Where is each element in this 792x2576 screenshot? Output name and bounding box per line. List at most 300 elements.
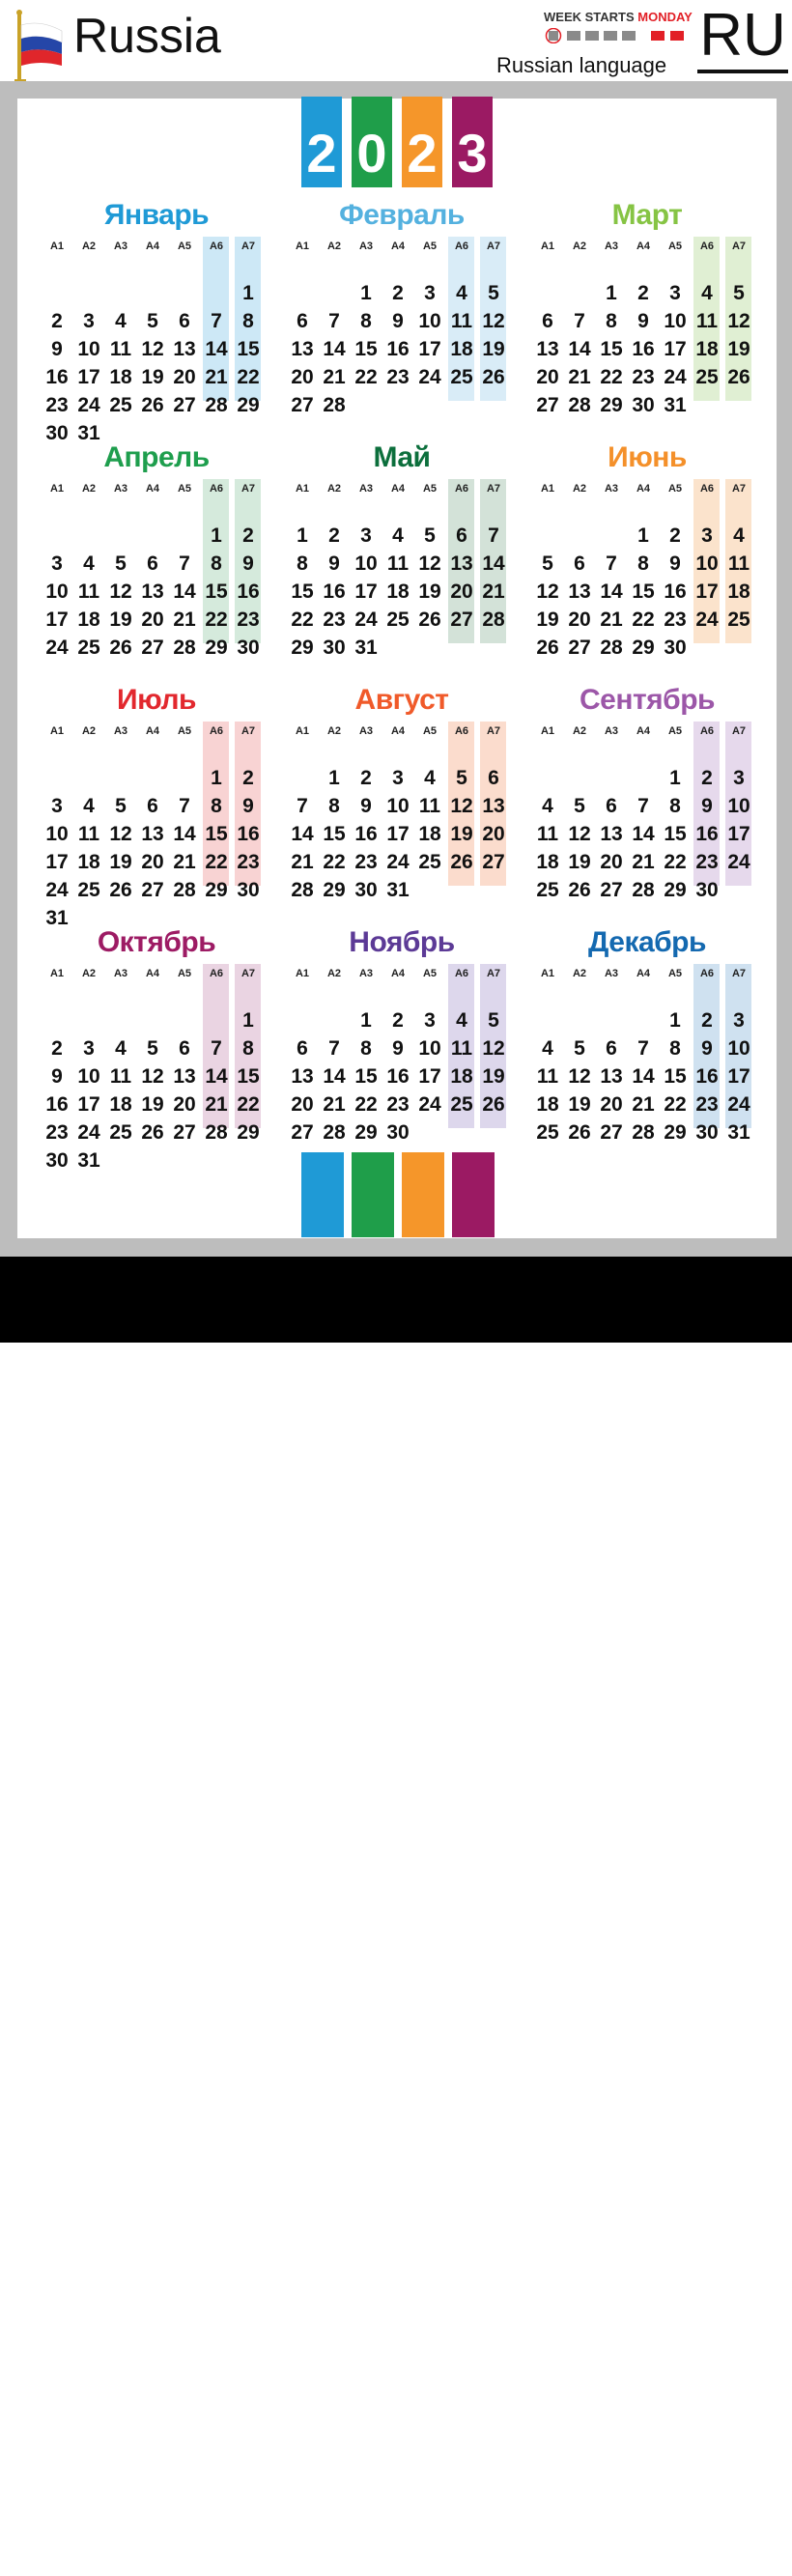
weekday-label: A2 — [81, 483, 97, 495]
day-cell: 23 — [45, 1121, 69, 1144]
day-cell: 10 — [418, 1037, 441, 1060]
day-cell: 26 — [141, 1121, 164, 1144]
day-cell: 18 — [77, 851, 100, 873]
day-cell: 23 — [237, 609, 260, 631]
day-cell: 29 — [237, 394, 260, 416]
day-cell: 3 — [83, 310, 95, 332]
day-cell: 20 — [173, 1093, 196, 1116]
day-cell: 12 — [568, 1065, 591, 1088]
month-block — [286, 923, 518, 1155]
weekday-label: A7 — [486, 241, 501, 252]
day-cell: 23 — [695, 1093, 719, 1116]
day-cell: 21 — [323, 366, 346, 388]
day-cell: 29 — [205, 879, 228, 901]
month-block — [41, 923, 272, 1172]
day-cell: 9 — [701, 795, 713, 817]
day-cell: 30 — [695, 1121, 719, 1144]
day-cell: 12 — [109, 580, 132, 603]
weekday-label: A7 — [486, 968, 501, 979]
day-cell: 4 — [83, 552, 95, 575]
day-cell: 20 — [536, 366, 559, 388]
day-cell: 7 — [211, 1037, 222, 1060]
day-cell: 23 — [386, 1093, 410, 1116]
day-cell: 5 — [488, 282, 499, 304]
day-cell: 28 — [482, 609, 505, 631]
day-cell: 2 — [637, 282, 649, 304]
weekday-label: A1 — [49, 241, 65, 252]
day-cell: 3 — [733, 1009, 745, 1032]
day-cell: 17 — [418, 1065, 441, 1088]
day-cell: 10 — [727, 795, 750, 817]
day-cell: 27 — [482, 851, 505, 873]
day-cell: 15 — [205, 823, 228, 845]
day-cell: 20 — [141, 851, 164, 873]
weekday-label: A6 — [454, 241, 469, 252]
month-name: Февраль — [339, 199, 465, 231]
day-cell: 4 — [392, 524, 404, 547]
month-name: Январь — [103, 199, 210, 231]
day-cell: 6 — [542, 310, 553, 332]
day-cell: 31 — [77, 1149, 100, 1172]
day-cell: 23 — [632, 366, 655, 388]
day-cell: 8 — [211, 552, 222, 575]
day-cell: 24 — [695, 609, 719, 631]
day-cell: 29 — [323, 879, 346, 901]
day-cell: 17 — [77, 366, 100, 388]
day-cell: 21 — [205, 366, 228, 388]
day-cell: 30 — [664, 637, 687, 659]
weekday-label: A7 — [240, 483, 256, 495]
day-cell: 23 — [354, 851, 378, 873]
weekday-label: A6 — [209, 725, 224, 737]
month-name: Октябрь — [97, 926, 216, 958]
weekday-label: A3 — [358, 241, 374, 252]
day-cell: 26 — [450, 851, 473, 873]
day-cell: 10 — [77, 338, 100, 360]
country-code: RU — [699, 2, 786, 69]
day-cell: 25 — [450, 1093, 473, 1116]
day-cell: 27 — [600, 879, 623, 901]
day-cell: 24 — [386, 851, 410, 873]
day-cell: 18 — [418, 823, 441, 845]
weekday-label: A6 — [699, 968, 715, 979]
day-cell: 29 — [600, 394, 623, 416]
day-cell: 6 — [147, 795, 158, 817]
weekday-label: A7 — [240, 968, 256, 979]
day-cell: 7 — [488, 524, 499, 547]
month-block — [41, 196, 272, 444]
day-cell: 24 — [77, 394, 100, 416]
weekday-label: A1 — [295, 725, 310, 737]
day-cell: 9 — [51, 338, 63, 360]
day-cell: 21 — [482, 580, 505, 603]
day-cell: 22 — [664, 1093, 687, 1116]
day-cell: 30 — [386, 1121, 410, 1144]
day-cell: 13 — [600, 1065, 623, 1088]
weekday-label: A1 — [540, 725, 555, 737]
weekday-label: A3 — [113, 241, 128, 252]
day-cell: 31 — [354, 637, 378, 659]
day-cell: 19 — [568, 1093, 591, 1116]
country-title: Russia — [73, 9, 221, 63]
day-cell: 8 — [211, 795, 222, 817]
weekday-label: A3 — [604, 725, 619, 737]
day-cell: 24 — [664, 366, 687, 388]
weekday-label: A2 — [572, 725, 587, 737]
day-cell: 20 — [600, 1093, 623, 1116]
day-cell: 8 — [669, 1037, 681, 1060]
day-cell: 31 — [77, 422, 100, 444]
weekday-label: A7 — [731, 483, 747, 495]
day-cell: 30 — [45, 1149, 69, 1172]
day-cell: 26 — [568, 879, 591, 901]
day-cell: 27 — [450, 609, 473, 631]
day-cell: 12 — [450, 795, 473, 817]
day-cell: 15 — [291, 580, 314, 603]
day-cell: 17 — [45, 851, 69, 873]
day-cell: 9 — [51, 1065, 63, 1088]
day-cell: 3 — [701, 524, 713, 547]
weekday-label: A6 — [454, 725, 469, 737]
day-cell: 10 — [695, 552, 719, 575]
day-cell: 30 — [323, 637, 346, 659]
month-block — [531, 439, 763, 670]
weekday-label: A6 — [209, 483, 224, 495]
weekday-label: A2 — [81, 968, 97, 979]
day-cell: 17 — [418, 338, 441, 360]
day-cell: 16 — [45, 1093, 69, 1116]
day-cell: 29 — [632, 637, 655, 659]
day-cell: 13 — [291, 338, 314, 360]
day-cell: 14 — [205, 1065, 228, 1088]
year-banner — [301, 97, 495, 187]
day-cell: 21 — [205, 1093, 228, 1116]
day-cell: 26 — [141, 394, 164, 416]
day-cell: 8 — [360, 310, 372, 332]
day-cell: 6 — [147, 552, 158, 575]
day-cell: 7 — [179, 795, 190, 817]
day-cell: 25 — [386, 609, 410, 631]
day-cell: 27 — [173, 394, 196, 416]
day-cell: 5 — [488, 1009, 499, 1032]
day-cell: 27 — [568, 637, 591, 659]
day-cell: 26 — [418, 609, 441, 631]
weekday-label: A1 — [49, 968, 65, 979]
day-cell: 30 — [45, 422, 69, 444]
day-cell: 26 — [482, 1093, 505, 1116]
day-cell: 20 — [291, 366, 314, 388]
day-cell: 16 — [45, 366, 69, 388]
day-cell: 11 — [109, 1065, 132, 1088]
weekday-label: A4 — [390, 725, 406, 737]
day-cell: 31 — [386, 879, 410, 901]
day-cell: 3 — [83, 1037, 95, 1060]
day-cell: 30 — [632, 394, 655, 416]
weekday-label: A1 — [540, 483, 555, 495]
day-cell: 5 — [456, 767, 467, 789]
day-cell: 20 — [291, 1093, 314, 1116]
weekday-label: A1 — [49, 483, 65, 495]
day-cell: 3 — [733, 767, 745, 789]
weekday-label: A5 — [667, 241, 683, 252]
day-cell: 9 — [242, 552, 254, 575]
day-cell: 8 — [637, 552, 649, 575]
day-cell: 16 — [237, 823, 260, 845]
day-cell: 20 — [482, 823, 505, 845]
weekday-label: A5 — [667, 725, 683, 737]
day-cell: 20 — [568, 609, 591, 631]
day-cell: 4 — [542, 1037, 553, 1060]
day-cell: 18 — [109, 1093, 132, 1116]
day-cell: 11 — [727, 552, 750, 575]
weekday-label: A1 — [540, 968, 555, 979]
bottom-color-bar — [452, 1152, 495, 1237]
day-cell: 26 — [109, 637, 132, 659]
day-cell: 21 — [632, 851, 655, 873]
weekday-label: A5 — [422, 968, 438, 979]
bottom-color-bars — [301, 1152, 495, 1237]
day-cell: 3 — [360, 524, 372, 547]
day-cell: 31 — [727, 1121, 750, 1144]
day-cell: 25 — [77, 879, 100, 901]
russia-flag-icon — [14, 10, 64, 85]
day-cell: 14 — [323, 338, 346, 360]
day-cell: 20 — [600, 851, 623, 873]
day-cell: 11 — [536, 1065, 559, 1088]
day-cell: 28 — [205, 1121, 228, 1144]
day-cell: 9 — [328, 552, 340, 575]
weekday-label: A2 — [326, 725, 342, 737]
weekday-label: A5 — [667, 483, 683, 495]
day-cell: 3 — [392, 767, 404, 789]
day-cell: 28 — [632, 1121, 655, 1144]
day-cell: 27 — [536, 394, 559, 416]
day-cell: 25 — [727, 609, 750, 631]
day-cell: 29 — [664, 1121, 687, 1144]
day-cell: 1 — [242, 1009, 254, 1032]
day-cell: 14 — [568, 338, 591, 360]
day-cell: 5 — [424, 524, 436, 547]
watermark-logo: alamy — [21, 2521, 149, 2572]
day-cell: 21 — [173, 609, 196, 631]
day-cell: 9 — [392, 310, 404, 332]
day-cell: 7 — [297, 795, 308, 817]
month-name: Сентябрь — [580, 684, 715, 716]
day-cell: 16 — [386, 1065, 410, 1088]
day-cell: 14 — [632, 823, 655, 845]
day-cell: 29 — [205, 637, 228, 659]
day-cell: 10 — [418, 310, 441, 332]
day-cell: 19 — [568, 851, 591, 873]
day-cell: 30 — [237, 637, 260, 659]
day-cell: 17 — [695, 580, 719, 603]
day-cell: 3 — [669, 282, 681, 304]
day-cell: 11 — [536, 823, 559, 845]
day-cell: 10 — [45, 580, 69, 603]
day-cell: 1 — [637, 524, 649, 547]
day-cell: 12 — [141, 338, 164, 360]
day-cell: 12 — [141, 1065, 164, 1088]
day-cell: 12 — [568, 823, 591, 845]
day-cell: 13 — [536, 338, 559, 360]
day-cell: 25 — [418, 851, 441, 873]
day-cell: 4 — [424, 767, 436, 789]
day-cell: 27 — [141, 637, 164, 659]
month-block — [531, 196, 763, 428]
day-cell: 2 — [242, 524, 254, 547]
weekday-label: A1 — [295, 968, 310, 979]
day-cell: 15 — [664, 823, 687, 845]
weekday-label: A6 — [699, 483, 715, 495]
day-cell: 22 — [205, 609, 228, 631]
day-cell: 14 — [632, 1065, 655, 1088]
month-block — [531, 923, 763, 1155]
bottom-color-bar — [301, 1152, 344, 1237]
day-cell: 1 — [242, 282, 254, 304]
day-cell: 7 — [328, 1037, 340, 1060]
weekday-label: A3 — [358, 968, 374, 979]
day-cell: 24 — [418, 1093, 441, 1116]
day-cell: 25 — [77, 637, 100, 659]
weekday-label: A1 — [295, 483, 310, 495]
weekday-label: A6 — [454, 968, 469, 979]
day-cell: 24 — [727, 1093, 750, 1116]
day-cell: 15 — [205, 580, 228, 603]
day-cell: 1 — [606, 282, 617, 304]
day-cell: 6 — [606, 795, 617, 817]
day-cell: 19 — [482, 338, 505, 360]
day-cell: 10 — [664, 310, 687, 332]
month-name: Июль — [117, 684, 196, 716]
day-cell: 21 — [291, 851, 314, 873]
day-cell: 19 — [109, 609, 132, 631]
day-cell: 22 — [237, 1093, 260, 1116]
month-block — [531, 681, 763, 913]
month-name: Май — [373, 441, 431, 473]
weekday-label: A1 — [540, 241, 555, 252]
day-cell: 17 — [354, 580, 378, 603]
day-cell: 27 — [600, 1121, 623, 1144]
day-cell: 18 — [109, 366, 132, 388]
week-start-indicator-icon — [545, 28, 690, 43]
day-cell: 22 — [664, 851, 687, 873]
day-cell: 7 — [606, 552, 617, 575]
day-cell: 6 — [179, 310, 190, 332]
day-cell: 2 — [701, 1009, 713, 1032]
weekday-label: A5 — [422, 483, 438, 495]
weekday-label: A2 — [326, 968, 342, 979]
day-cell: 12 — [536, 580, 559, 603]
day-cell: 10 — [354, 552, 378, 575]
weekday-label: A4 — [390, 968, 406, 979]
day-cell: 10 — [386, 795, 410, 817]
day-cell: 14 — [323, 1065, 346, 1088]
day-cell: 6 — [574, 552, 585, 575]
day-cell: 13 — [173, 338, 196, 360]
day-cell: 25 — [109, 394, 132, 416]
day-cell: 1 — [360, 1009, 372, 1032]
day-cell: 1 — [669, 767, 681, 789]
day-cell: 13 — [568, 580, 591, 603]
day-cell: 14 — [291, 823, 314, 845]
day-cell: 5 — [574, 795, 585, 817]
day-cell: 6 — [456, 524, 467, 547]
weekday-label: A4 — [636, 725, 651, 737]
day-cell: 8 — [242, 1037, 254, 1060]
day-cell: 22 — [600, 366, 623, 388]
weekday-label: A5 — [177, 483, 192, 495]
month-block — [286, 439, 518, 670]
day-cell: 25 — [536, 879, 559, 901]
day-cell: 17 — [386, 823, 410, 845]
day-cell: 9 — [637, 310, 649, 332]
day-cell: 2 — [701, 767, 713, 789]
weekday-label: A4 — [145, 968, 160, 979]
day-cell: 19 — [482, 1065, 505, 1088]
weekday-label: A5 — [177, 241, 192, 252]
day-cell: 2 — [51, 1037, 63, 1060]
day-cell: 30 — [237, 879, 260, 901]
day-cell: 6 — [606, 1037, 617, 1060]
month-block — [41, 681, 272, 929]
day-cell: 10 — [727, 1037, 750, 1060]
day-cell: 27 — [173, 1121, 196, 1144]
day-cell: 30 — [354, 879, 378, 901]
day-cell: 22 — [632, 609, 655, 631]
day-cell: 2 — [392, 1009, 404, 1032]
day-cell: 28 — [173, 637, 196, 659]
day-cell: 11 — [386, 552, 410, 575]
day-cell: 12 — [109, 823, 132, 845]
weekday-label: A4 — [636, 968, 651, 979]
day-cell: 12 — [418, 552, 441, 575]
weekday-label: A4 — [390, 241, 406, 252]
day-cell: 18 — [727, 580, 750, 603]
weekday-label: A4 — [145, 241, 160, 252]
day-cell: 26 — [568, 1121, 591, 1144]
weekday-label: A2 — [81, 241, 97, 252]
day-cell: 22 — [205, 851, 228, 873]
day-cell: 14 — [600, 580, 623, 603]
day-cell: 22 — [354, 1093, 378, 1116]
day-cell: 26 — [727, 366, 750, 388]
day-cell: 25 — [450, 366, 473, 388]
day-cell: 17 — [77, 1093, 100, 1116]
day-cell: 12 — [482, 1037, 505, 1060]
weekday-label: A1 — [49, 725, 65, 737]
day-cell: 22 — [354, 366, 378, 388]
day-cell: 16 — [237, 580, 260, 603]
day-cell: 24 — [77, 1121, 100, 1144]
weekday-label: A4 — [145, 483, 160, 495]
day-cell: 11 — [77, 823, 100, 845]
day-cell: 29 — [237, 1121, 260, 1144]
day-cell: 11 — [77, 580, 100, 603]
day-cell: 17 — [727, 823, 750, 845]
day-cell: 24 — [45, 637, 69, 659]
weekday-label: A6 — [699, 241, 715, 252]
day-cell: 15 — [600, 338, 623, 360]
language-label: Russian language — [496, 53, 667, 77]
day-cell: 2 — [360, 767, 372, 789]
day-cell: 26 — [109, 879, 132, 901]
day-cell: 12 — [482, 310, 505, 332]
day-cell: 4 — [701, 282, 713, 304]
day-cell: 24 — [418, 366, 441, 388]
day-cell: 31 — [664, 394, 687, 416]
day-cell: 15 — [323, 823, 346, 845]
day-cell: 26 — [482, 366, 505, 388]
